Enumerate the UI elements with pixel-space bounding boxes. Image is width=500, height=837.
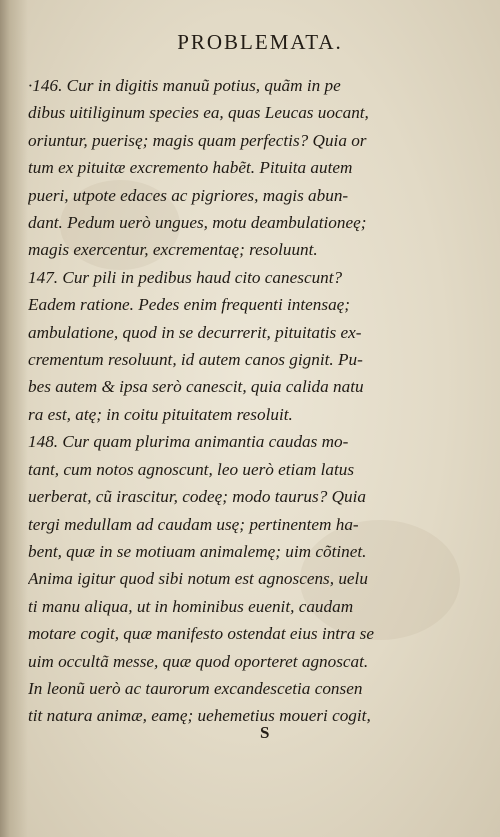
text-line: tit natura animæ, eamę; uehemetius moueri cogit, (28, 706, 371, 726)
text-line: 147. Cur pili in pedibus haud cito canescunt? (28, 267, 343, 287)
text-line: uim occultã messe, quæ quod oporteret agnoscat. (28, 651, 369, 671)
text-line: ti manu aliqua, ut in hominibus euenit, caudam (28, 596, 354, 616)
binding-gutter-shadow (0, 0, 28, 837)
text-line: crementum resoluunt, id autem canos gignit. Pu- (28, 350, 363, 370)
text-line: ambulatione, quod in se decurrerit, pituitatis ex- (28, 322, 362, 342)
text-line: ·146. Cur in digitis manuũ potius, quãm in pe (28, 76, 341, 95)
text-line: tant, cum notos agnoscunt, leo uerò etiam latus (28, 459, 355, 479)
text-line: pueri, utpote edaces ac pigriores, magis abun- (28, 185, 349, 205)
signature-mark: S (260, 723, 270, 742)
text-line: magis exercentur, excrementaę; resoluunt. (28, 240, 318, 260)
text-line: oriuntur, puerisę; magis quam perfectis? Quia or (28, 130, 367, 150)
text-line: dibus uitiliginum species ea, quas Leucas uocant, (28, 103, 369, 123)
text-line: In leonũ uerò ac taurorum excandescetia consen (28, 678, 363, 698)
text-line: tum ex pituitæ excremento habẽt. Pituita autem (28, 158, 353, 178)
text-line: ra est, atę; in coitu pituitatem resoluit. (28, 404, 293, 424)
text-line: tergi medullam ad caudam usę; pertinentem ha- (28, 514, 359, 534)
text-line: bes autem & ipsa serò canescit, quia calida natu (28, 377, 364, 397)
text-line: dant. Pedum uerò ungues, motu deambulationeę; (28, 213, 367, 233)
text-line: uerberat, cũ irascitur, codeę; modo taurus? Quia (28, 487, 366, 507)
running-header: PROBLEMATA. (177, 30, 343, 54)
text-line: 148. Cur quam plurima animantia caudas mo- (28, 432, 349, 452)
text-line: Anima igitur quod sibi notum est agnoscens, uelu (28, 569, 368, 589)
text-line: motare cogit, quæ manifesto ostendat eius intra se (28, 624, 374, 644)
text-line: Eadem ratione. Pedes enim frequenti intensaę; (28, 295, 351, 315)
text-line: bent, quæ in se motiuam animalemę; uim cõtinet. (28, 541, 367, 561)
body-text (28, 72, 483, 730)
